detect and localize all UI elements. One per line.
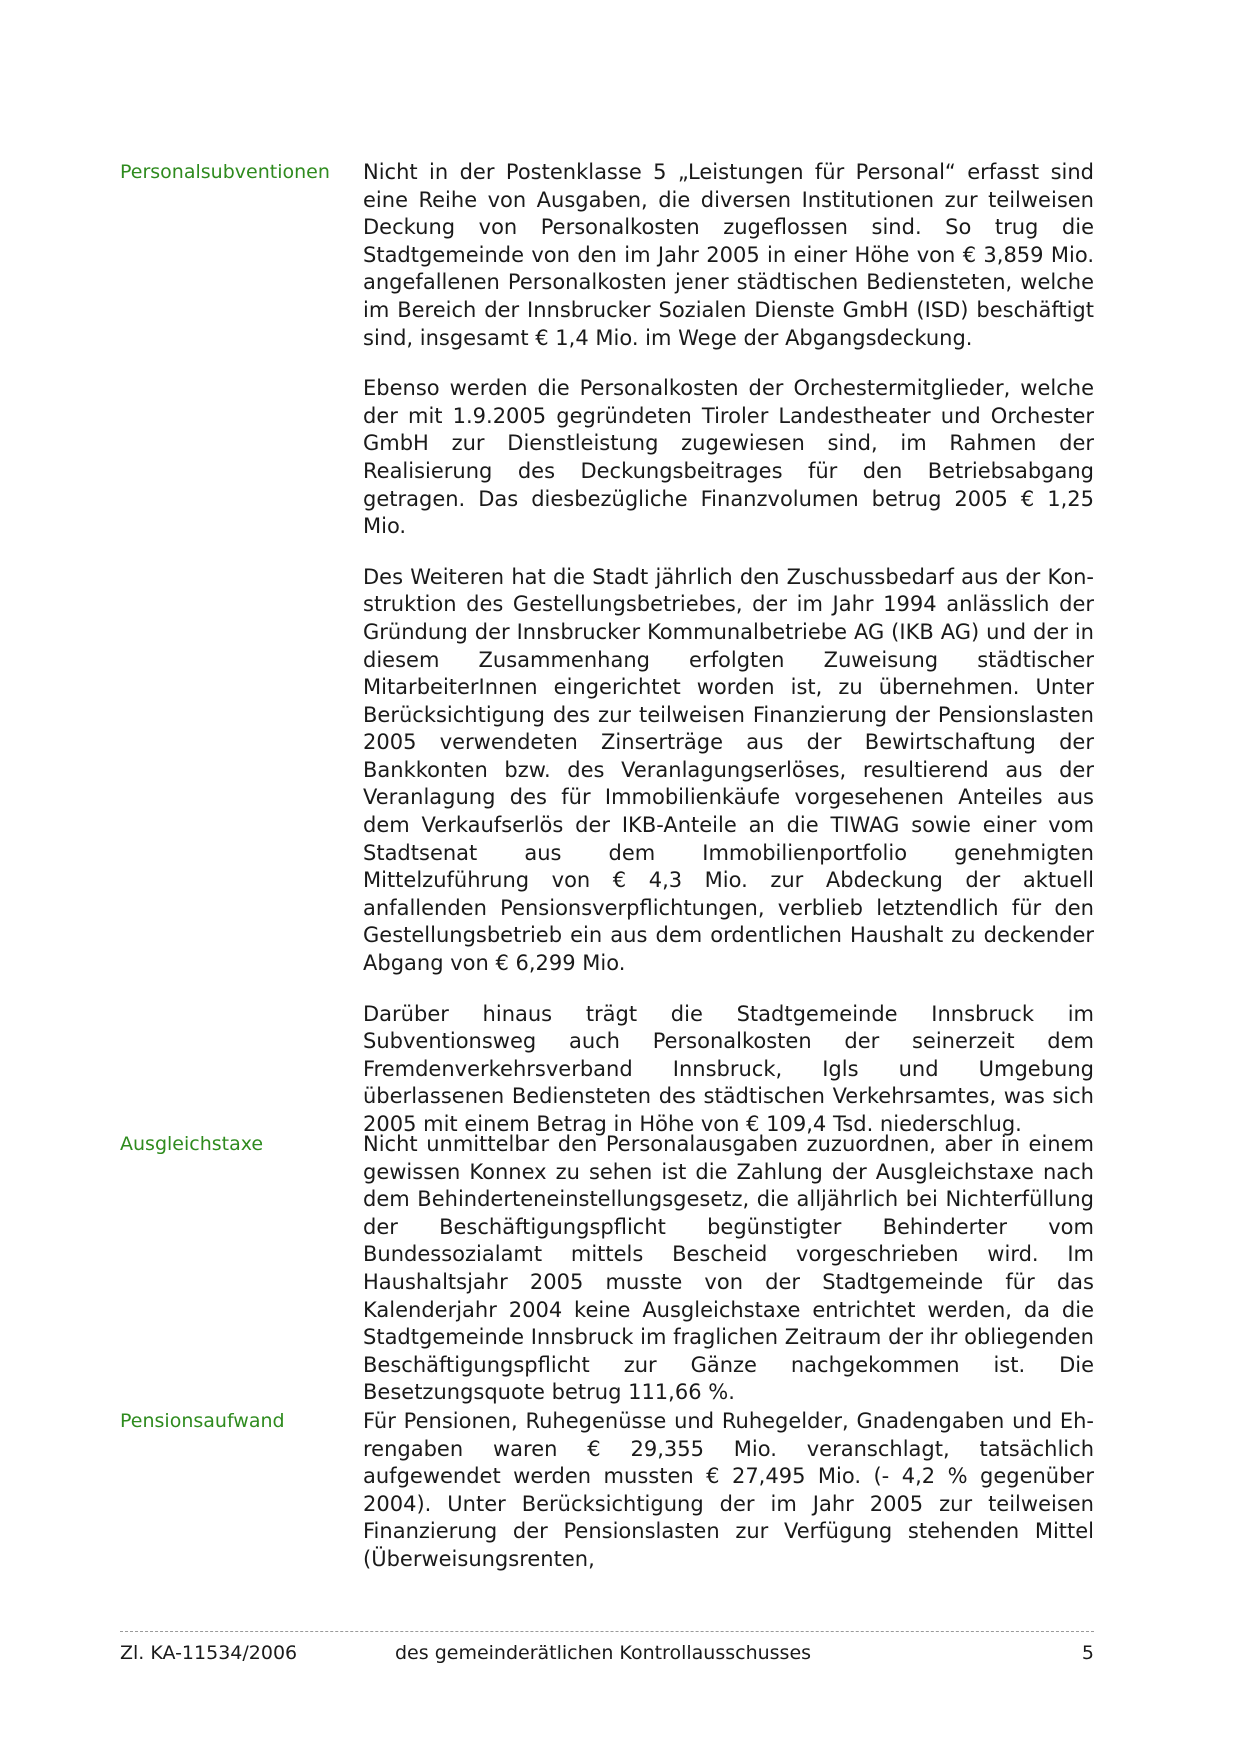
margin-heading-personalsubventionen: Personalsubventionen: [120, 161, 330, 183]
footer-committee: des gemeinderätlichen Kontrollausschusses: [395, 1642, 812, 1664]
footer-reference: Zl. KA-11534/2006: [120, 1642, 298, 1664]
paragraph: Darüber hinaus trägt die Stadtgemeinde Innsbruck im Subventionsweg auch Personalkosten der seinerzeit dem Fremdenverkehrsverband Innsbruck, Igls und Umgebung überlassenen Bediensteten des städtischen Verkehrsamtes, was sich 2005 mit einem Betrag in Höhe von € 109,4 Tsd. niederschlug.: [363, 1001, 1094, 1136]
paragraph: Für Pensionen, Ruhegenüsse und Ruhegelder, Gnadengaben und Ehrengaben waren € 29,355 Mio. veranschlagt, tatsächlich aufgewendet werden mussten € 27,495 Mio. (- 4,2 % gegenüber 2004). Unter Berücksichtigung der im Jahr 2005 zur teilweisen Finanzierung der Pensionslasten zur Verfügung stehenden Mittel (Überweisungsrenten,: [363, 1409, 1094, 1571]
section-body: [363, 1131, 1094, 1430]
margin-heading-ausgleichstaxe: Ausgleichstaxe: [120, 1133, 264, 1155]
paragraph: Nicht in der Postenklasse 5 „Leistungen für Personal“ erfasst sind eine Reihe von Ausgaben, die diversen Institutionen zur teilweisen Deckung von Personalkosten zugeflossen sind. So trug die Stadtgemeinde von den im Jahr 2005 in einer Höhe von € 3,859 Mio. angefallenen Personalkosten jener städtischen Bediensteten, welche im Bereich der Innsbrucker Sozialen Dienste GmbH (ISD) beschäftigt sind, insgesamt € 1,4 Mio. im Wege der Abgangsdeckung.: [363, 160, 1094, 350]
section-body: [363, 1408, 1094, 1597]
paragraph: Des Weiteren hat die Stadt jährlich den Zuschussbedarf aus der Konstruktion des Gestellungsbetriebes, der im Jahr 1994 anlässlich der Gründung der Innsbrucker Kommunalbetriebe AG (IKB AG) und der in diesem Zusammenhang erfolgten Zuweisung städtischer MitarbeiterInnen eingerichtet worden ist, zu übernehmen. Unter Berücksichtigung des zur teilweisen Finanzierung der Pensionslasten 2005 verwendeten Zinserträge aus der Bewirtschaftung der Bankkonten bzw. des Veranlagungserlöses, resultierend aus der Veranlagung des für Immobilienkäufe vorgesehenen Anteiles aus dem Verkaufserlös der IKB-Anteile an die TIWAG sowie einer vom Stadtsenat aus dem Immobilienportfolio genehmigten Mittelzuführung von € 4,3 Mio. zur Abdeckung der aktuell anfallenden Pensionsverpflichtungen, verblieb letztendlich für den Gestellungsbetrieb ein aus dem ordentlichen Haushalt zu deckender Abgang von € 6,299 Mio.: [363, 564, 1094, 976]
paragraph: Nicht unmittelbar den Personalausgaben zuzuordnen, aber in einem gewissen Konnex zu sehen ist die Zahlung der Ausgleichstaxe nach dem Behinderteneinstellungsgesetz, die alljährlich bei Nichterfüllung der Beschäftigungspflicht begünstigter Behinderter vom Bundessozialamt mittels Bescheid vorgeschrieben wird. Im Haushaltsjahr 2005 musste von der Stadtgemeinde für das Kalenderjahr 2004 keine Ausgleichstaxe entrichtet werden, da die Stadtgemeinde Innsbruck im fraglichen Zeitraum der ihr obliegenden Beschäftigungspflicht zur Gänze nachgekommen ist. Die Besetzungsquote betrug 111,66 %.: [363, 1132, 1094, 1405]
paragraph: Ebenso werden die Personalkosten der Orchestermitglieder, welche der mit 1.9.2005 gegründeten Tiroler Landestheater und Orchester GmbH zur Dienstleistung zugewiesen sind, im Rahmen der Realisierung des Deckungsbeitrages für den Betriebsabgang getragen. Das diesbezügliche Finanzvolumen betrug 2005 € 1,25 Mio.: [363, 376, 1094, 539]
margin-heading-pensionsaufwand: Pensionsaufwand: [120, 1410, 285, 1432]
page-number: 5: [1081, 1642, 1094, 1664]
footer-divider: [120, 1631, 1094, 1632]
section-body: [363, 159, 1094, 1162]
